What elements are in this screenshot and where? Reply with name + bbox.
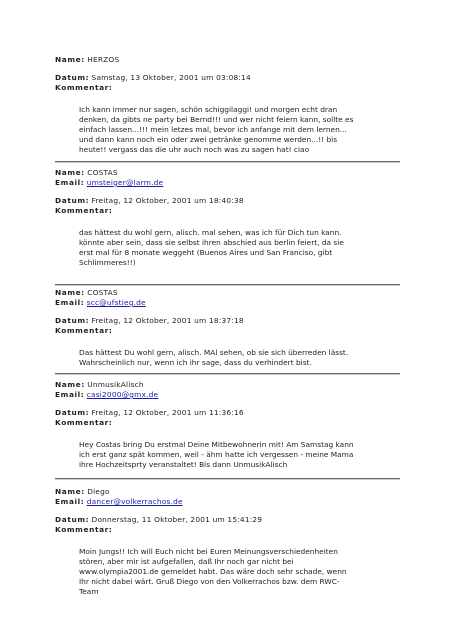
comment-line: www.olympia2001.de gemeldet habt. Das wäre doch sehr schade, wenn [79,567,347,576]
email-link[interactable]: scc@ufstieg.de [86,298,146,307]
guestbook-entry [55,380,400,470]
entry-date: Samstag, 13 Oktober, 2001 um 03:08:14 [91,73,251,82]
email-label: Email: [55,497,85,506]
guestbook-entry [55,487,400,597]
comment-line: Das hättest Du wohl gern, alisch. MAl sehen, ob sie sich überreden lässt. [79,348,349,357]
comment-label: Kommentar: [55,326,113,335]
entry-divider [55,373,400,375]
email-link[interactable]: umsteiger@larm.de [86,178,164,187]
date-row [55,316,400,326]
date-row [55,196,400,206]
comment-line: Moin Jungs!! Ich will Euch nicht bei Euren Meinungsverschiedenheiten [79,547,338,556]
name-label: Name: [55,380,85,389]
entry-date: Donnerstag, 11 Oktober, 2001 um 15:41:29 [91,515,263,524]
comment-label: Kommentar: [55,83,113,92]
comment-line: stören, aber mir ist aufgefallen, daß Ihr noch gar nicht bei [79,557,294,566]
comment-text [79,440,397,470]
comment-label-row [55,206,400,216]
comment-text [79,228,397,268]
entry-date: Freitag, 12 Oktober, 2001 um 18:37:18 [91,316,244,325]
guestbook-entry [55,168,400,268]
comment-line: heute!! vergass das die uhr auch noch was zu sagen hat! ciao [79,145,310,154]
entry-date: Freitag, 12 Oktober, 2001 um 18:40:38 [91,196,244,205]
comment-label: Kommentar: [55,206,113,215]
comment-line: Schlimmeres!!) [79,258,136,267]
comment-text [79,105,397,155]
name-row [55,168,400,178]
entry-date: Freitag, 12 Oktober, 2001 um 11:36:16 [91,408,244,417]
comment-line: denken, da gibts ne party bei Bernd!!! und wer nicht feiern kann, sollte es [79,115,354,124]
comment-label: Kommentar: [55,525,113,534]
comment-label-row [55,83,400,93]
name-row [55,55,400,65]
comment-line: und dann kann noch ein oder zwei getränke genomme werden...!! bis [79,135,338,144]
date-label: Datum: [55,316,90,325]
date-row [55,408,400,418]
entry-divider [55,284,400,286]
comment-line: einfach lassen...!!! mein letzes mal, bevor ich anfange mit dem lernen... [79,125,347,134]
comment-line: Team [79,587,99,596]
name-row [55,380,400,390]
comment-text [79,547,397,597]
email-row [55,178,400,188]
guestbook-entry [55,55,400,155]
entry-divider [55,478,400,480]
comment-line: das hättest du wohl gern, alisch. mal sehen, was ich für Dich tun kann. [79,228,342,237]
author-name: HERZOS [87,55,120,64]
name-row [55,487,400,497]
comment-line: ihre Hochzeitsprty veranstaltet! Bis dann UnmusikAlisch [79,460,288,469]
email-label: Email: [55,178,85,187]
email-link[interactable]: dancer@volkerrachos.de [86,497,183,506]
comment-line: Ihr nicht dabei wärt. Gruß Diego von den Volkerrachos bzw. dem RWC- [79,577,340,586]
author-name: COSTAS [87,288,118,297]
date-label: Datum: [55,196,90,205]
comment-line: Wahrscheinlich nur, wenn ich ihr sage, dass du verhindert bist. [79,358,312,367]
name-label: Name: [55,168,85,177]
comment-line: ich erst ganz spät kommen, weil - ähm hatte ich vergessen - meine Mama [79,450,354,459]
date-label: Datum: [55,515,90,524]
comment-line: Hey Costas bring Du erstmal Deine Mitbewohnerin mit! Am Samstag kann [79,440,354,449]
email-row [55,390,400,400]
email-row [55,298,400,308]
comment-label-row [55,418,400,428]
guestbook-entry [55,288,400,368]
date-label: Datum: [55,73,90,82]
email-label: Email: [55,298,85,307]
comment-line: Ich kann immer nur sagen, schön schiggilaggi! und morgen echt dran [79,105,338,114]
comment-label-row [55,525,400,535]
name-row [55,288,400,298]
comment-line: könnte aber sein, dass sie selbst ihren abschied aus berlin feiert, da sie [79,238,344,247]
date-row [55,515,400,525]
name-label: Name: [55,487,85,496]
entry-divider [55,161,400,163]
comment-label: Kommentar: [55,418,113,427]
email-row [55,497,400,507]
date-row [55,73,400,83]
author-name: UnmusikAlisch [87,380,144,389]
comment-line: erst mal für 8 monate weggeht (Buenos Aires und San Franciso, gibt [79,248,333,257]
author-name: Diego [87,487,110,496]
email-label: Email: [55,390,85,399]
comment-text [79,348,397,368]
email-link[interactable]: casi2000@gmx.de [86,390,159,399]
name-label: Name: [55,55,85,64]
comment-label-row [55,326,400,336]
author-name: COSTAS [87,168,118,177]
name-label: Name: [55,288,85,297]
date-label: Datum: [55,408,90,417]
